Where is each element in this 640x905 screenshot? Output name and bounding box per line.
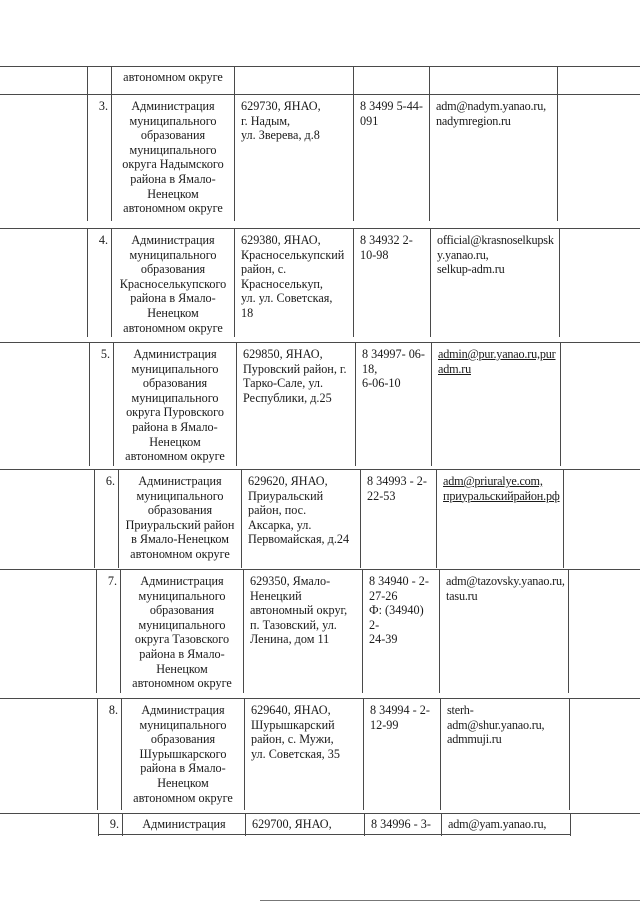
address: 629700, ЯНАО, (245, 814, 364, 836)
row-number: 6. (94, 470, 118, 568)
address: 629730, ЯНАО, г. Надым, ул. Зверева, д.8 (234, 95, 353, 221)
phone: 8 3499 5-44- 091 (353, 95, 429, 221)
address: 629350, Ямало- Ненецкий автономный округ, п. Тазовский, ул. Ленина, дом 11 (243, 570, 362, 693)
email-site (429, 67, 558, 95)
row-number: 3. (87, 95, 111, 221)
email-site: adm@tazovsky.yanao.ru, tasu.ru (439, 570, 569, 693)
row-number: 5. (89, 343, 113, 466)
email-site: sterh- adm@shur.yanao.ru, admmuji.ru (440, 699, 570, 810)
address: 629380, ЯНАО, Красноселькупский район, с. Красноселькуп, ул. ул. Советская, 18 (234, 229, 353, 337)
phone: 8 34997- 06- 18, 6-06-10 (355, 343, 431, 466)
phone: 8 34994 - 2- 12-99 (363, 699, 440, 810)
organization-name: Администрация муниципального образования Приуральский район в Ямало-Ненецком автономном округе (118, 470, 241, 568)
address: 629640, ЯНАО, Шурышкарский район, с. Мужи, ул. Советская, 35 (244, 699, 363, 810)
organization-name: Администрация муниципального образования Шурышкарского района в Ямало- Ненецком автономном округе (121, 699, 244, 810)
table-row (0, 698, 640, 810)
table-row (0, 66, 640, 95)
email-site (431, 343, 561, 466)
table-bottom-border (98, 834, 571, 835)
organization-name: Администрация муниципального образования муниципального округа Надымского района в Ямало- Ненецком автономном округе (111, 95, 234, 221)
row-number: 4. (87, 229, 111, 337)
email-site: official@krasnoselkupsk y.yanao.ru, selkup-adm.ru (430, 229, 560, 337)
table-row (0, 94, 640, 221)
organization-name: Администрация муниципального образования муниципального округа Пуровского района в Ямало- Ненецком автономном округе (113, 343, 236, 466)
organization-name: Администрация (122, 814, 245, 836)
email-link[interactable]: adm@priuralye.com, приуральскийрайон.рф (443, 474, 560, 503)
table-row (0, 569, 640, 693)
organization-name: Администрация муниципального образования муниципального округа Тазовского района в Ямало- Ненецком автономном округе (120, 570, 243, 693)
email-site: adm@nadym.yanao.ru, nadymregion.ru (429, 95, 558, 221)
table-row (0, 813, 640, 836)
email-site: adm@yam.yanao.ru, (441, 814, 571, 836)
phone: 8 34932 2- 10-98 (353, 229, 430, 337)
row-number: 8. (97, 699, 121, 810)
organization-name: автономном округе (111, 67, 234, 95)
phone: 8 34993 - 2- 22-53 (360, 470, 436, 568)
table-row (0, 228, 640, 337)
row-number: 7. (96, 570, 120, 693)
table-row (0, 469, 640, 568)
email-link[interactable]: admin@pur.yanao.ru,pur adm.ru (438, 347, 556, 376)
phone (353, 67, 429, 95)
address (234, 67, 353, 95)
table-row (0, 342, 640, 466)
address: 629850, ЯНАО, Пуровский район, г. Тарко-Сале, ул. Республики, д.25 (236, 343, 355, 466)
row-number: 9. (98, 814, 122, 836)
phone: 8 34940 - 2- 27-26 Ф: (34940) 2- 24-39 (362, 570, 439, 693)
row-number (87, 67, 111, 95)
organization-name: Администрация муниципального образования Красноселькупского района в Ямало- Ненецком автономном округе (111, 229, 234, 337)
email-site (436, 470, 564, 568)
page-edge-line (260, 900, 640, 901)
phone: 8 34996 - 3- (364, 814, 441, 836)
address: 629620, ЯНАО, Приуральский район, пос. Аксарка, ул. Первомайская, д.24 (241, 470, 360, 568)
